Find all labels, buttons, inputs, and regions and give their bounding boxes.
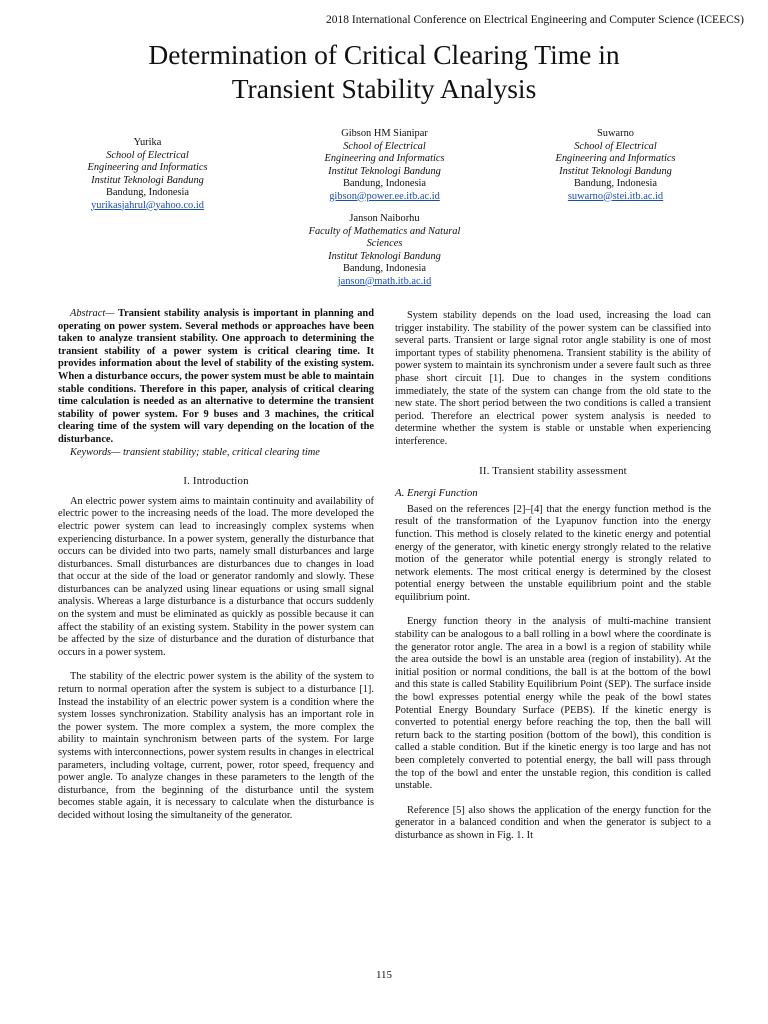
author-city: Bandung, Indonesia — [342, 263, 427, 274]
section-heading-transient: II. Transient stability assessment — [479, 464, 627, 477]
author-affiliation: School of Electrical — [574, 140, 657, 152]
subsection-heading-energy: A. Energi Function — [395, 487, 478, 500]
keywords: Keywords— transient stability; stable, critical clearing time — [70, 446, 320, 458]
author-email-link[interactable]: yurikasjahrul@yahoo.co.id — [91, 199, 204, 211]
author-affiliation: School of Electrical — [343, 140, 426, 152]
intro-paragraph-1: An electric power system aims to maintain continuity and availability of electric power to the increasing needs of the load. The more developed the electric power system can lead to increasingly complex systems when experiencing disturbance. In a power system, generally the disturbance that occurs can be divided into two parts, namely small disturbances and large disturbances. Small disturbances are disturbances due to changes in load that occur at the side of the load or generator randomly and slowly. These disturbances can be analyzed using linear equations or using small signal analysis. Whereas a large disturbance is a disturbance that occurs suddenly on the system and must be eliminated as quickly as possible because it can affect the stability of an existing system. Stability in the power system can be affected by the size of disturbance and the duration of disturbance that occurs in a power system. — [58, 495, 374, 658]
abstract-text: Transient stability analysis is important in planning and operating on power system. Several methods or approaches have been taken to analyze transient stability. One approach to determining the transient stability of a power system is critical clearing time. It provides information about the level of stability of the existing system. When a disturbance occurs, the power system must be able to maintain stable conditions. Therefore in this paper, analysis of critical clearing time calculation is needed as an alternative to determine the transient stability of power system. For 9 buses and 3 machines, the critical clearing time of the system will vary depending on the location of the disturbance. — [58, 308, 374, 445]
intro-paragraph-2: The stability of the electric power system is the ability of the system to return to normal operation after the system is subject to a disturbance [1]. Instead the instability of an electric power system is a condition where the system losses synchronization. Stability analysis has an important role in the power system. The more complex a system, the more complex the ability to maintain synchronism between parts of the system. For large systems with interconnections, power system results in changes in electrical parameters, including voltage, current, power, rotor speed, frequency and power angle. To analyze changes in these parameters to the length of the disturbance, from the beginning of the disturbance until the system becomes stable again, it is necessary to calculate when the disturbance is decided without losing the simultaneity of the generator. — [58, 671, 374, 821]
energy-paragraph-1: Based on the references [2]–[4] that the energy function method is the result of the transformation of the Lyapunov function into the energy function. This method is closely related to the kinetic energy and potential energy of the generator, with kinetic energy strongly related to the relative motion of the generator while potential energy is strongly related to network elements. The most critical energy is determined by the closest potential energy between the unstable equilibrium point and the stable equilibrium point. — [395, 503, 711, 603]
title-line-1: Determination of Critical Clearing Time in — [148, 39, 620, 70]
author-affiliation: Engineering and Informatics — [324, 153, 445, 164]
abstract — [58, 308, 374, 447]
conference-header: 2018 International Conference on Electrical Engineering and Computer Science (ICEECS) — [325, 14, 744, 26]
author-affiliation: Faculty of Mathematics and Natural — [308, 225, 461, 237]
author-affiliation: Engineering and Informatics — [87, 162, 208, 173]
author-block-3 — [508, 128, 723, 203]
author-city: Bandung, Indonesia — [105, 187, 190, 198]
author-email-link[interactable]: janson@math.itb.ac.id — [337, 275, 432, 287]
author-name: Janson Naiborhu — [349, 213, 420, 224]
author-name: Gibson HM Sianipar — [341, 128, 428, 139]
author-affiliation: School of Electrical — [106, 149, 189, 161]
author-affiliation: Institut Teknologi Bandung — [559, 165, 672, 177]
author-affiliation: Institut Teknologi Bandung — [328, 165, 441, 177]
energy-paragraph-2: Energy function theory in the analysis of multi-machine transient stability can be analogous to a ball rolling in a bowl where the coordinate is the generator rotor angle. The area in a bowl is a region of stability while the area outside the bowl is an unstable area (region of instability). At the initial position or normal conditions, the ball is at the bottom of the bowl and this state is called Stability Equilibrium Point (SEP). The surface inside the bowl expresses potential energy while the peak of the bowl states Potential Energy Boundary Surface (PEBS). If the kinetic energy is converted to potential energy before reaching the top, then the ball will return back to the starting position (bottom of the bowl), this condition is called a stable condition. But if the kinetic energy is too large and has not been completely converted to potential energy, the ball will pass through the top of the bowl and enter the unstable region, this condition is called unstable. — [395, 616, 711, 792]
author-name: Yurika — [133, 137, 162, 148]
energy-paragraph-3: Reference [5] also shows the application of the energy function for the generator in a balanced condition and when the generator is subject to a disturbance as shown in Fig. 1. It — [395, 804, 711, 841]
author-city: Bandung, Indonesia — [342, 178, 427, 189]
author-email-link[interactable]: suwarno@stei.itb.ac.id — [567, 190, 664, 202]
section-heading-introduction: I. Introduction — [183, 475, 249, 488]
right-paragraph-1: System stability depends on the load used, increasing the load can trigger instability. The stability of the power system can be classified into several parts. Transient or large signal rotor angle stability is one of most important types of stability phenomena. Transient stability is the ability of power system to maintain its synchronism under a severe fault such as three phase short circuit [1]. Due to changes in the system conditions immediately, the state of the system can change from the old state to the new state. The short period between the two conditions is called a transient period. Therefore an electrical power system analysis is needed to determine whether the system is stable or unstable when experiencing interference. — [395, 310, 711, 447]
author-affiliation: Institut Teknologi Bandung — [91, 174, 204, 186]
page-number: 115 — [375, 969, 393, 981]
author-email-link[interactable]: gibson@power.ee.itb.ac.id — [329, 190, 440, 202]
abstract-lead: Abstract— — [70, 308, 115, 319]
author-affiliation: Engineering and Informatics — [555, 153, 676, 164]
author-block-1 — [40, 137, 255, 212]
right-column — [395, 310, 711, 843]
author-city: Bandung, Indonesia — [573, 178, 658, 189]
author-name: Suwarno — [597, 128, 634, 139]
author-affiliation: Sciences — [366, 238, 403, 249]
author-block-2 — [277, 128, 492, 203]
left-column — [58, 308, 374, 823]
author-block-4 — [277, 213, 492, 288]
paper-title — [0, 38, 768, 106]
title-line-2: Transient Stability Analysis — [231, 73, 537, 104]
author-affiliation: Institut Teknologi Bandung — [328, 250, 441, 262]
